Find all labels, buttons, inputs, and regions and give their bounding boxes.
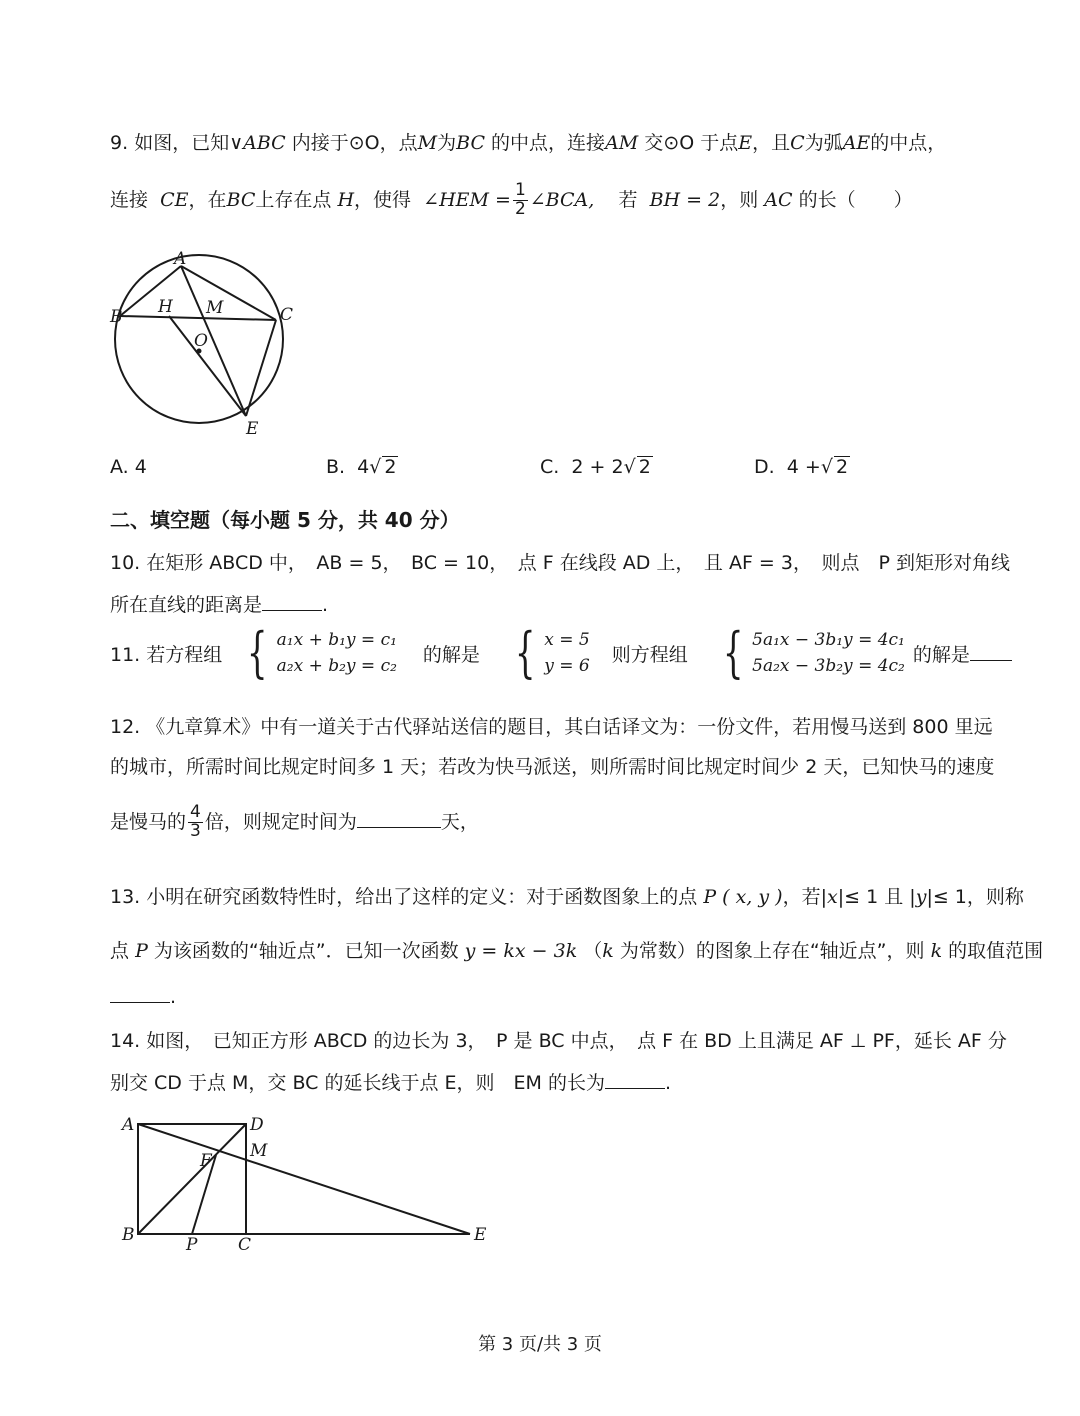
label-e: E (246, 419, 259, 439)
label-h: H (158, 297, 173, 317)
q13-line2: 点 P 为该函数的“轴近点”．已知一次函数 y = kx − 3k （k 为常数）的图象上存在“轴近点”，则 k 的取值范围 (110, 940, 1044, 962)
q9-option-a: A. 4 (110, 456, 147, 478)
q12-line1: 12. 《九章算术》中有一道关于古代驿站送信的题目，其白话译文为：一份文件，若用慢马送到 800 里远 (110, 716, 993, 738)
label-e: E (474, 1225, 487, 1245)
system-1: { a₁x + b₁y = c₁ a₂x + b₂y = c₂ (247, 621, 397, 684)
label-m: M (250, 1141, 268, 1161)
q13-line3: . (110, 986, 176, 1008)
label-c: C (238, 1235, 252, 1255)
segment-bc (120, 316, 276, 320)
segment-ae (181, 266, 246, 416)
label-o: O (194, 331, 208, 351)
q13-line1: 13. 小明在研究函数特性时，给出了这样的定义：对于函数图象上的点 P ( x, y )，若|x|≤ 1 且 |y|≤ 1，则称 (110, 886, 1024, 908)
system-3: { 5a₁x − 3b₁y = 4c₁ 5a₂x − 3b₂y = 4c₂ (722, 621, 905, 684)
section-title: 二、填空题（每小题 5 分，共 40 分） (110, 508, 460, 532)
label-c: C (280, 305, 294, 325)
label-a: A (174, 249, 187, 269)
line-ae (138, 1124, 470, 1234)
q9-circle-figure (104, 246, 314, 442)
system-2: { x = 5 y = 6 (514, 621, 590, 684)
answer-blank[interactable] (970, 646, 1012, 661)
q9-line1: 9. 如图，已知∨ABC 内接于⊙O，点M为BC 的中点，连接AM 交⊙O 于点E，且C为弧AE的中点， (110, 132, 947, 154)
q10-line2: 所在直线的距离是 . (110, 594, 329, 616)
diagonal-bd (138, 1124, 246, 1234)
answer-blank[interactable] (357, 813, 441, 828)
q14-line1: 14. 如图， 已知正方形 ABCD 的边长为 3， P 是 BC 中点， 点 F 在 BD 上且满足 AF ⊥ PF，延长 AF 分 (110, 1030, 1007, 1052)
label-p: P (186, 1235, 198, 1255)
label-d: D (250, 1115, 264, 1135)
label-b: B (110, 307, 123, 327)
q10-line1: 10. 在矩形 ABCD 中， AB = 5， BC = 10， 点 F 在线段 AD 上， 且 AF = 3， 则点 P 到矩形对角线 (110, 552, 1010, 574)
q9-line2: 连接 CE，在BC上存在点 H，使得 ∠HEM = $\frac{1}{2}$ ∠BCA, 若 BH = 2，则 AC 的长（ ） (110, 180, 913, 219)
q9-option-d: D. 4 +√ 2 (754, 456, 849, 478)
answer-blank[interactable] (110, 988, 170, 1003)
fraction-four-thirds: $\frac{4}{3}$ (190, 802, 201, 841)
q9-option-c: C. 2 + 2√ 2 (540, 456, 651, 478)
sqrt-icon: √ (623, 456, 636, 478)
page-footer: 第 3 页/共 3 页 (478, 1334, 602, 1355)
label-m: M (206, 298, 224, 318)
segment-ac (181, 266, 276, 320)
fraction-half: $\frac{1}{2}$ (514, 180, 526, 219)
label-f: F (200, 1151, 212, 1171)
q14-square-figure (118, 1110, 498, 1256)
q14-line2: 别交 CD 于点 M，交 BC 的延长线于点 E，则 EM 的长为 . (110, 1072, 671, 1094)
q9-option-b: B. 4√ 2 (326, 456, 397, 478)
q11-line: 11. 若方程组 { a₁x + b₁y = c₁ a₂x + b₂y = c₂ 的解是 { x = 5 y = 6 则方程组 { 5a₁x − 3b₁y = 4c₁ 5a₂x − 3b₂y = 4c₂ 的解是 (110, 626, 1012, 680)
sqrt-icon: √ (820, 456, 833, 478)
segment-ce (246, 320, 276, 416)
answer-blank[interactable] (605, 1074, 665, 1089)
label-b: B (122, 1225, 135, 1245)
sqrt-icon: √ (369, 456, 382, 478)
q12-line2: 的城市，所需时间比规定时间多 1 天；若改为快马派送，则所需时间比规定时间少 2 天，已知快马的速度 (110, 756, 995, 778)
label-a: A (122, 1115, 135, 1135)
q12-line3: 是慢马的 $\frac{4}{3}$ 倍，则规定时间为 天， (110, 802, 479, 841)
answer-blank[interactable] (262, 596, 322, 611)
